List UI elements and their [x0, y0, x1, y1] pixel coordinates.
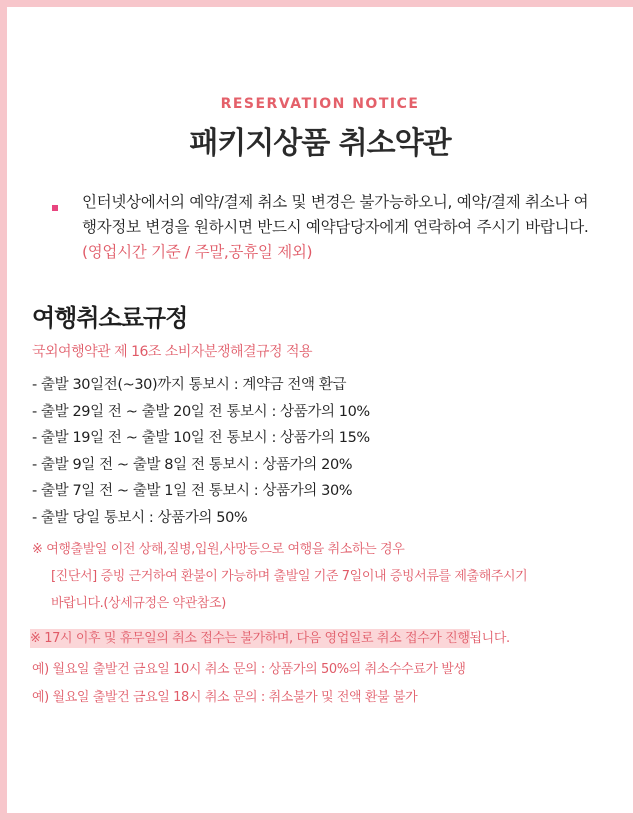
rule-item: - 출발 19일 전 ~ 출발 10일 전 통보시 : 상품가의 15% [32, 430, 370, 447]
cutoff-rest-text: 됩니다. [469, 631, 510, 646]
page-title: 패키지상품 취소약관 [189, 126, 451, 161]
rule-item: - 출발 당일 통보시 : 상품가의 50% [32, 509, 248, 526]
rule-item: - 출발 9일 전 ~ 출발 8일 전 통보시 : 상품가의 20% [32, 456, 353, 473]
notice-text: 인터넷상에서의 예약/결제 취소 및 변경은 불가능하오니, 예약/결제 취소나 여행자정보 변경을 원하시면 반드시 예약담당자에게 연락하여 주시기 바랍니다. [82, 193, 589, 236]
eyebrow-label: RESERVATION NOTICE [220, 96, 420, 112]
cutoff-note [30, 628, 612, 650]
section-subtitle: 국외여행약관 제 16조 소비자분쟁해결규정 적용 [32, 344, 313, 360]
note-line: 바랍니다.(상세규정은 약관참조) [51, 596, 226, 611]
note-line: [진단서] 증빙 근거하여 환불이 가능하며 출발일 기준 7일이내 증빙서류를 제출해주시기 [51, 569, 528, 584]
illness-note [32, 536, 612, 617]
rule-item: - 출발 7일 전 ~ 출발 1일 전 통보시 : 상품가의 30% [32, 483, 353, 500]
notice-highlight: (영업시간 기준 / 주말,공휴일 제외) [82, 243, 313, 261]
square-bullet-icon [52, 205, 58, 211]
example-line: 예) 월요일 출발건 금요일 18시 취소 문의 : 취소불가 및 전액 환불 불가 [32, 690, 418, 705]
cancellation-rules-list [32, 372, 612, 532]
note-line: ※ 여행출발일 이전 상해,질병,입원,사망등으로 여행을 취소하는 경우 [32, 542, 405, 557]
cutoff-highlighted-text: ※ 17시 이후 및 휴무일의 취소 접수는 불가하며, 다음 영업일로 취소 접수가 진행 [30, 631, 470, 646]
example-line: 예) 월요일 출발건 금요일 10시 취소 문의 : 상품가의 50%의 취소수수료가 발생 [32, 662, 466, 677]
section-title: 여행취소료규정 [32, 304, 188, 332]
rule-item: - 출발 29일 전 ~ 출발 20일 전 통보시 : 상품가의 10% [32, 403, 370, 420]
notice-paragraph [82, 190, 592, 265]
rule-item: - 출발 30일전(~30)까지 통보시 : 계약금 전액 환급 [32, 377, 347, 393]
